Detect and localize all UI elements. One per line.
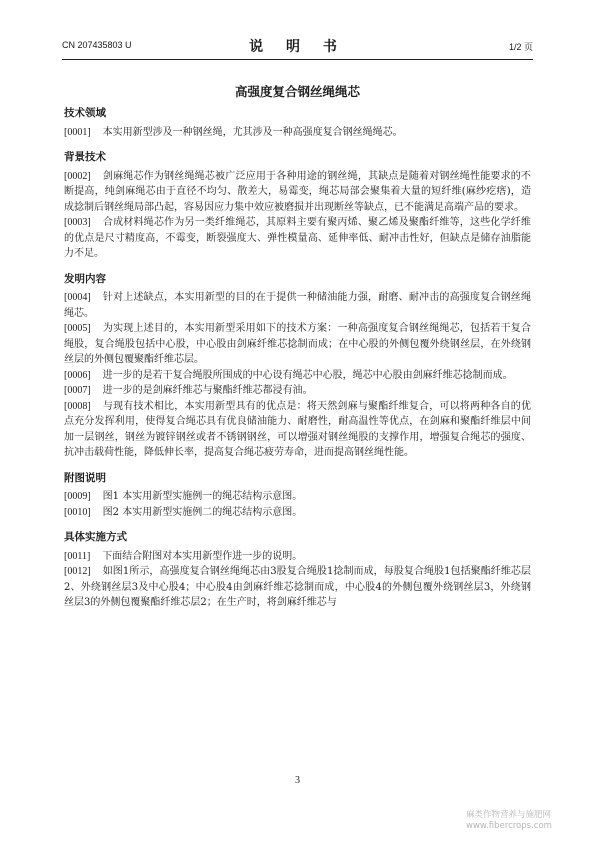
paragraph-number: [0005]: [64, 323, 91, 334]
section-heading: 具体实施方式: [64, 531, 127, 543]
paragraph-number: [0006]: [64, 369, 91, 381]
paragraph: [64, 321, 531, 368]
paragraph-number: [0008]: [64, 400, 91, 412]
paragraph-number: [0004]: [64, 292, 91, 303]
paragraph-text: 本实用新型涉及一种钢丝绳，尤其涉及一种高强度复合钢丝绳绳芯。: [102, 126, 403, 138]
paragraph-number: [0009]: [64, 491, 91, 502]
paragraph: [64, 399, 531, 461]
watermark-line-1: 麻类作物营养与施肥网: [466, 810, 552, 820]
paragraph-number: [0007]: [64, 385, 91, 396]
section-heading: 发明内容: [64, 272, 106, 285]
paragraph-text: 下面结合附图对本实用新型作进一步的说明。: [102, 550, 303, 562]
paragraph-number: [0012]: [64, 566, 91, 577]
section-heading: 附图说明: [64, 471, 106, 484]
paragraph: [64, 368, 531, 384]
paragraph-text: 图1 本实用新型实施例一的绳芯结构示意图。: [102, 491, 303, 502]
paragraph-text: 剑麻绳芯作为钢丝绳绳芯被广泛应用于各种用途的钢丝绳，其缺点是随着对钢丝绳性能要求的不断提高，纯剑麻绳芯由于直径不均匀、散差大，易霉变，绳芯局部会聚集着大量的短纤维(麻纱疙瘩)，造成捻制后钢丝绳局部凸起，容易因应力集中效应被磨损并出现断丝等缺点，已不能满足高端产品的要求。: [64, 170, 531, 213]
section-heading: 技术领域: [64, 107, 106, 119]
watermark-line-2: www.fibercrops.com: [466, 821, 552, 831]
page-number: 3: [295, 775, 300, 786]
paragraph-number: [0001]: [64, 126, 91, 138]
paragraph-text: 进一步的是剑麻纤维芯与聚酯纤维芯都浸有油。: [102, 385, 313, 396]
paragraph-text: 与现有技术相比，本实用新型具有的优点是：将天然剑麻与聚酯纤维复合，可以将两种各自的优点充分发挥利用，使得复合绳芯具有优良储油能力、耐磨性，耐高温性等优点，在剑麻和聚酯纤维层中间加一层钢丝，钢丝为镀锌钢丝或者不锈钢钢丝，可以增强对钢丝绳股的支撑作用，增强复合绳芯的强度、抗冲击载荷性能，降低伸长率，提高复合绳芯疲劳寿命，进而提高钢丝绳性能。: [64, 400, 531, 458]
paragraph-number: [0003]: [64, 217, 91, 228]
document-body: [64, 106, 531, 611]
paragraph: [64, 549, 531, 565]
header-rule: [62, 59, 533, 60]
document-title: 高强度复合钢丝绳绳芯: [234, 84, 360, 99]
paragraph-text: 如图1所示，高强度复合钢丝绳绳芯由3股复合绳股1捻制而成，每股复合绳股1包括聚酯纤维芯层2、外绕钢丝层3及中心股4；中心股4由剑麻纤维芯捻制而成，中心股4的外侧包覆外绕钢丝层3，外绕钢丝层3的外侧包覆聚酯纤维芯层2；在生产时，将剑麻纤维芯与: [64, 566, 531, 608]
paragraph-text: 针对上述缺点，本实用新型的目的在于提供一种储油能力强，耐磨、耐冲击的高强度复合钢丝绳绳芯。: [64, 292, 531, 319]
document-type: 说 明 书: [249, 39, 346, 55]
paragraph-text: 进一步的是若干复合绳股所围成的中心设有绳芯中心股，绳芯中心股由剑麻纤维芯捻制而成。: [102, 369, 513, 381]
section-heading: 背景技术: [64, 151, 106, 163]
paragraph-number: [0011]: [64, 550, 91, 562]
paragraph: [64, 215, 531, 262]
patent-number: CN 207435803 U: [62, 40, 132, 50]
paragraph: [64, 564, 531, 611]
page-header: [62, 36, 533, 56]
paragraph: [64, 125, 531, 141]
watermark: [466, 810, 552, 832]
paragraph-text: 图2 本实用新型实施例二的绳芯结构示意图。: [102, 506, 303, 518]
paragraph: [64, 505, 531, 521]
paragraph-text: 为实现上述目的，本实用新型采用如下的技术方案：一种高强度复合钢丝绳绳芯，包括若干复合绳股，复合绳股包括中心股，中心股由剑麻纤维芯捻制而成；在中心股的外侧包覆外绕钢丝层，在外绕钢丝层的外侧包覆聚酯纤维芯层。: [64, 323, 531, 365]
paragraph-number: [0002]: [64, 170, 91, 182]
paragraph: [64, 383, 531, 399]
paragraph-number: [0010]: [64, 506, 91, 518]
paragraph-text: 合成材料绳芯作为另一类纤维绳芯，其原料主要有聚丙烯、聚乙烯及聚酯纤维等，这些化学纤维的优点是尺寸精度高，不霉变，断裂强度大、弹性模量高、延伸率低、耐冲击性好，但缺点是储存油脂能力不足。: [64, 217, 531, 259]
paragraph: [64, 489, 531, 505]
paragraph: [64, 169, 531, 216]
page-indicator: 1/2 页: [508, 42, 533, 52]
paragraph: [64, 290, 531, 321]
